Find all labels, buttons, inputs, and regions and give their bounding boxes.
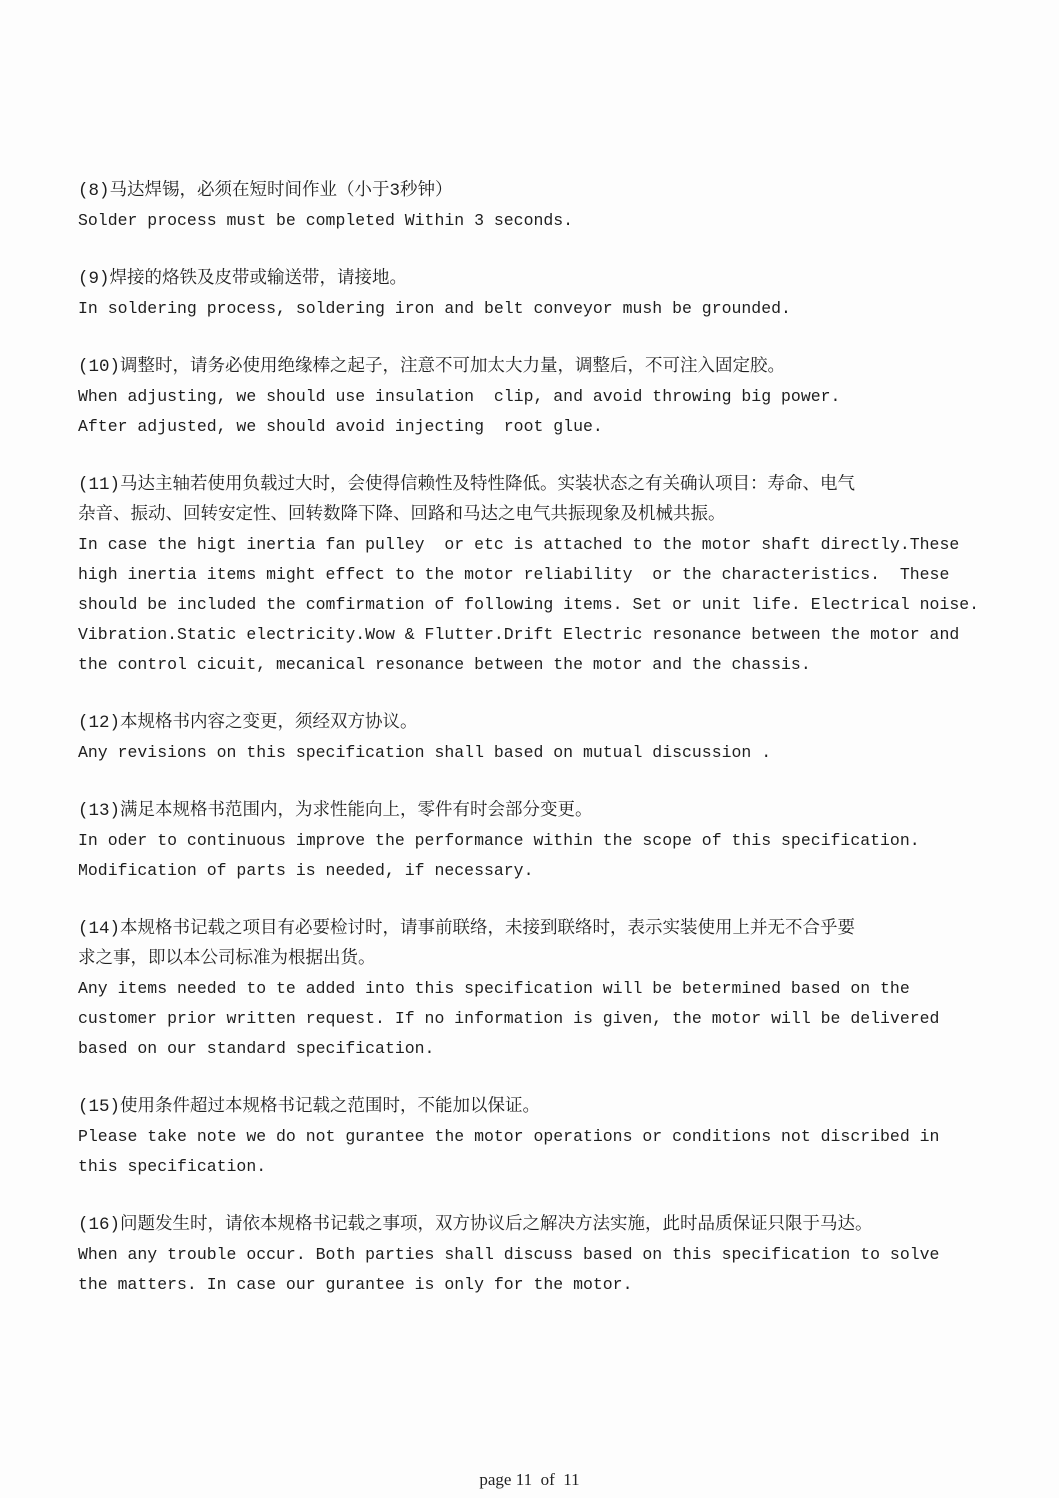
spec-item-14-en-0: Any items needed to te added into this specification will be betermined based on the — [78, 979, 910, 998]
spec-item-8-en: Solder process must be completed Within 3 seconds. — [78, 211, 574, 230]
spec-item-11 — [78, 470, 1029, 680]
spec-item-11-en-0: In case the higt inertia fan pulley or etc is attached to the motor shaft directly.These — [78, 535, 960, 554]
spec-item-15 — [78, 1092, 1029, 1182]
spec-item-15-en-0: Please take note we do not gurantee the motor operations or conditions not discribed in — [78, 1127, 940, 1146]
spec-item-16-en-1: the matters. In case our gurantee is only for the motor. — [78, 1275, 633, 1294]
spec-item-11-zh-1: 杂音、振动、回转安定性、回转数降下降、回路和马达之电气共振现象及机械共振。 — [78, 505, 726, 525]
spec-item-16-en-0: When any trouble occur. Both parties shall discuss based on this specification to solve — [78, 1245, 940, 1264]
spec-item-13-en-0: In oder to continuous improve the performance within the scope of this specification. — [78, 831, 920, 850]
spec-item-11-en-3: Vibration.Static electricity.Wow & Flutter.Drift Electric resonance between the motor and — [78, 625, 960, 644]
spec-item-14-zh-0: (14)本规格书记载之项目有必要检讨时，请事前联络，未接到联络时，表示实装使用上并无不合乎要 — [78, 919, 856, 939]
spec-item-13-en-1: Modification of parts is needed, if necessary. — [78, 861, 534, 880]
spec-item-11-en-2: should be included the comfirmation of following items. Set or unit life. Electrical noise. — [78, 595, 980, 614]
spec-item-14-zh-1: 求之事，即以本公司标准为根据出货。 — [78, 949, 376, 969]
spec-item-14-en-2: based on our standard specification. — [78, 1039, 435, 1058]
spec-item-11-en-1: high inertia items might effect to the motor reliability or the characteristics. These — [78, 565, 950, 584]
spec-item-13 — [78, 796, 1029, 886]
spec-item-14 — [78, 914, 1029, 1064]
spec-item-13-zh: (13)满足本规格书范围内，为求性能向上，零件有时会部分变更。 — [78, 801, 593, 821]
spec-item-10-en-1: After adjusted, we should avoid injecting root glue. — [78, 417, 603, 436]
spec-item-12-en: Any revisions on this specification shall based on mutual discussion . — [78, 743, 772, 762]
spec-item-16-zh: (16)问题发生时，请依本规格书记载之事项，双方协议后之解决方法实施，此时品质保证只限于马达。 — [78, 1215, 873, 1235]
spec-item-14-en-1: customer prior written request. If no information is given, the motor will be delivered — [78, 1009, 940, 1028]
spec-item-10-en-0: When adjusting, we should use insulation clip, and avoid throwing big power. — [78, 387, 841, 406]
spec-item-11-zh-0: (11)马达主轴若使用负载过大时，会使得信赖性及特性降低。实装状态之有关确认项目：寿命、电气 — [78, 475, 856, 495]
spec-item-12 — [78, 708, 1029, 768]
spec-item-10 — [78, 352, 1029, 442]
spec-item-11-en-4: the control cicuit, mecanical resonance between the motor and the chassis. — [78, 655, 811, 674]
spec-item-15-zh: (15)使用条件超过本规格书记载之范围时，不能加以保证。 — [78, 1097, 541, 1117]
spec-item-8-zh: (8)马达焊锡，必须在短时间作业（小于3秒钟） — [78, 181, 453, 201]
spec-item-16 — [78, 1210, 1029, 1300]
spec-item-9-en: In soldering process, soldering iron and belt conveyor mush be grounded. — [78, 299, 791, 318]
spec-item-12-zh: (12)本规格书内容之变更，须经双方协议。 — [78, 713, 418, 733]
page-number-footer: page 11 of 11 — [479, 1470, 580, 1489]
spec-item-10-zh: (10)调整时，请务必使用绝缘棒之起子，注意不可加太大力量，调整后，不可注入固定胶。 — [78, 357, 786, 377]
spec-item-9-zh: (9)焊接的烙铁及皮带或输送带，请接地。 — [78, 269, 408, 289]
spec-item-8 — [78, 176, 1029, 236]
spec-item-9 — [78, 264, 1029, 324]
spec-item-15-en-1: this specification. — [78, 1157, 267, 1176]
